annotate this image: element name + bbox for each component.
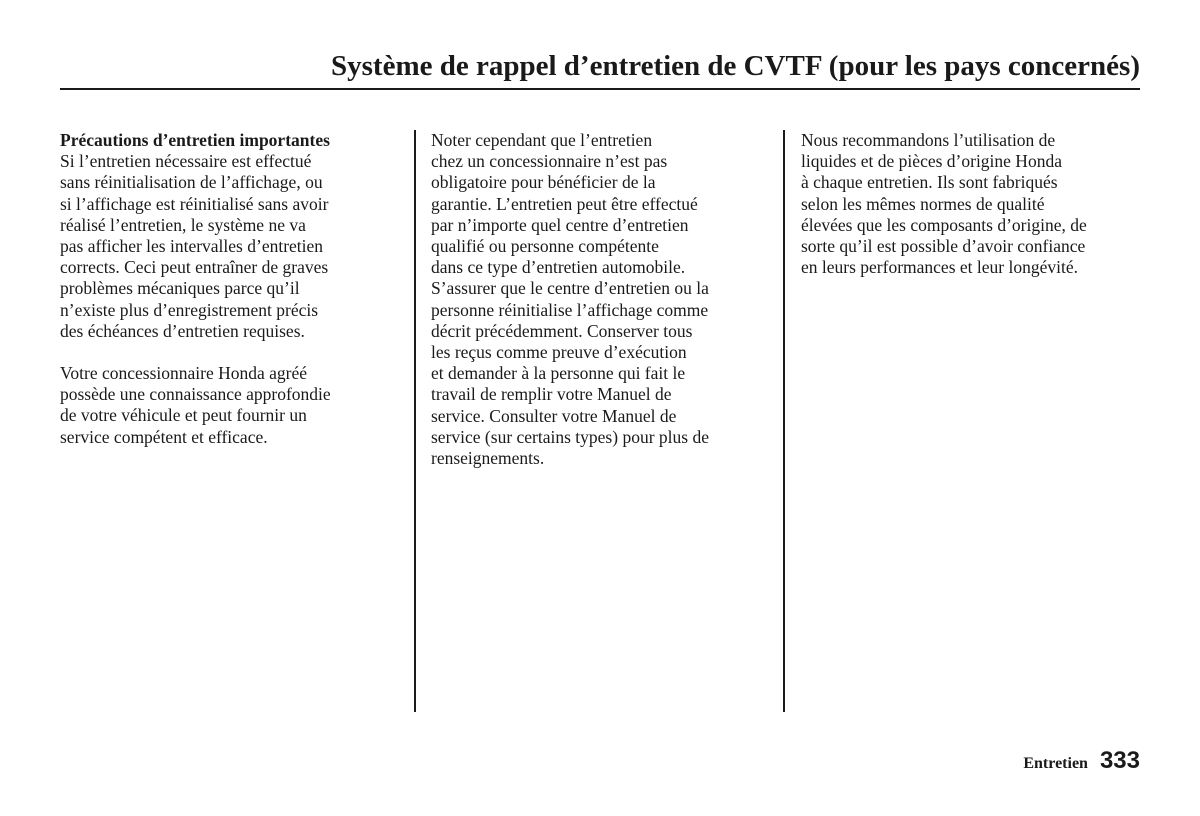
page-title: Système de rappel d’entretien de CVTF (pour les pays concernés) xyxy=(331,50,1140,82)
text-line: les reçus comme preuve d’exécution xyxy=(431,342,687,363)
text-line: Votre concessionnaire Honda agréé xyxy=(60,363,308,384)
text-line: à chaque entretien. Ils sont fabriqués xyxy=(801,172,1058,193)
text-line: problèmes mécaniques parce qu’il xyxy=(60,278,300,299)
text-line: Noter cependant que l’entretien xyxy=(431,130,653,150)
text-line: chez un concessionnaire n’est pas xyxy=(431,151,668,172)
text-line: si l’affichage est réinitialisé sans avoir xyxy=(60,193,329,214)
section-heading: Précautions d’entretien importantes xyxy=(60,130,330,150)
text-line: décrit précédemment. Conserver tous xyxy=(431,320,693,341)
text-line: service compétent et efficace. xyxy=(60,426,268,447)
text-line: Nous recommandons l’utilisation de xyxy=(801,130,1056,150)
paragraph-gap xyxy=(60,342,400,363)
text-line: sans réinitialisation de l’affichage, ou xyxy=(60,172,323,193)
text-line: selon les mêmes normes de qualité xyxy=(801,193,1045,214)
text-line: service. Consulter votre Manuel de xyxy=(431,405,677,426)
text-line: pas afficher les intervalles d’entretien xyxy=(60,236,324,257)
text-line: qualifié ou personne compétente xyxy=(431,236,659,257)
text-line: corrects. Ceci peut entraîner de graves xyxy=(60,257,329,278)
text-line: possède une connaissance approfondie xyxy=(60,384,331,405)
text-line: obligatoire pour bénéficier de la xyxy=(431,172,656,193)
text-line: dans ce type d’entretien automobile. xyxy=(431,257,686,278)
text-line: des échéances d’entretien requises. xyxy=(60,320,305,341)
text-line: liquides et de pièces d’origine Honda xyxy=(801,151,1062,172)
footer-section-label: Entretien xyxy=(1023,755,1088,772)
text-line: travail de remplir votre Manuel de xyxy=(431,384,672,405)
text-line: garantie. L’entretien peut être effectué xyxy=(431,193,698,214)
page-footer xyxy=(1023,747,1140,775)
text-line: de votre véhicule et peut fournir un xyxy=(60,405,307,426)
text-line: sorte qu’il est possible d’avoir confiance xyxy=(801,236,1086,257)
text-line: élevées que les composants d’origine, de xyxy=(801,214,1087,235)
column-divider xyxy=(414,130,416,712)
title-rule xyxy=(60,88,1140,90)
page-number: 333 xyxy=(1099,747,1140,774)
text-line: réalisé l’entretien, le système ne va xyxy=(60,214,306,235)
text-line: n’existe plus d’enregistrement précis xyxy=(60,299,319,320)
column-divider xyxy=(783,130,785,712)
text-line: Si l’entretien nécessaire est effectué xyxy=(60,151,312,172)
text-line: service (sur certains types) pour plus de xyxy=(431,426,709,447)
column-right xyxy=(801,130,1146,278)
text-line: personne réinitialise l’affichage comme xyxy=(431,299,709,320)
column-left xyxy=(60,130,400,448)
text-line: en leurs performances et leur longévité. xyxy=(801,257,1078,278)
text-line: par n’importe quel centre d’entretien xyxy=(431,214,689,235)
column-middle xyxy=(431,130,776,469)
text-line: et demander à la personne qui fait le xyxy=(431,363,686,384)
text-line: renseignements. xyxy=(431,448,545,469)
text-line: S’assurer que le centre d’entretien ou la xyxy=(431,278,709,299)
